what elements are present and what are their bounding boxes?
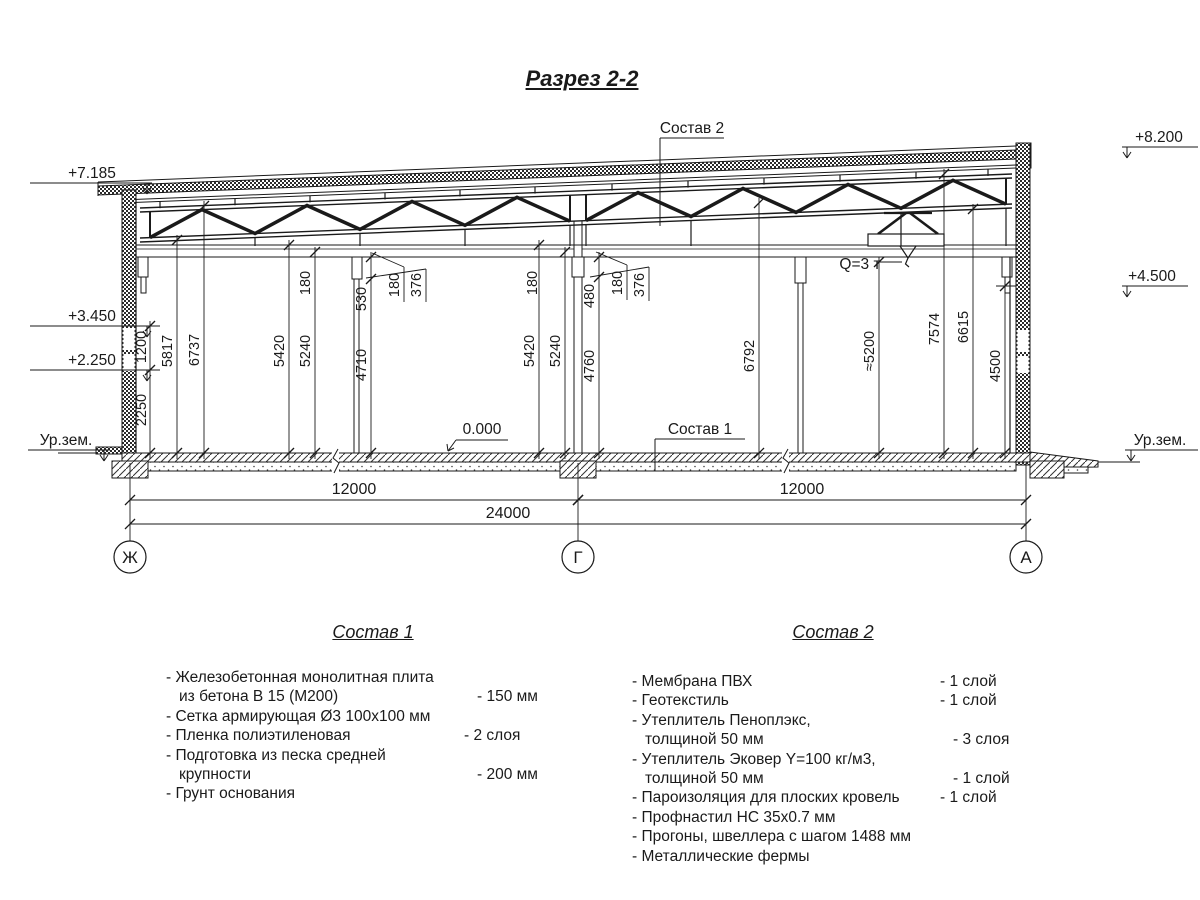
right-wall — [1016, 143, 1030, 465]
columns — [574, 221, 582, 453]
dim-2250: 2250 — [134, 393, 150, 427]
list-item-line: толщиной 50 мм - 1 слой — [645, 770, 1010, 788]
dim-5420-mid: 5420 — [522, 334, 538, 368]
list-item-line: - Железобетонная монолитная плита — [166, 669, 434, 686]
sostav2-list — [632, 672, 1022, 866]
axis-zh: Ж — [122, 548, 138, 567]
dim-376-mid: 376 — [632, 272, 648, 298]
dim-180-left: 180 — [298, 270, 314, 296]
crane-capacity-label: Q=3 т — [839, 256, 881, 273]
dim-span-left: 12000 — [331, 481, 377, 498]
dim-5240-mid: 5240 — [548, 334, 564, 368]
dim-total: 24000 — [485, 505, 531, 522]
list-item-line: - Пленка полиэтиленовая - 2 слоя — [166, 727, 521, 745]
dim-376-left: 376 — [409, 272, 425, 298]
dim-180-mid: 180 — [525, 270, 541, 296]
list-item-line: - Грунт основания — [166, 785, 295, 803]
list-item-line: - Сетка армирующая Ø3 100х100 мм — [166, 707, 431, 725]
sostav2-heading: Состав 2 — [792, 622, 874, 642]
zero-level-label: 0.000 — [462, 421, 502, 438]
callout-sostav2: Состав 2 — [659, 120, 725, 137]
list-item-line: - Утеплитель Эковер Y=100 кг/м3, — [632, 750, 876, 768]
elevation-7185: +7.185 — [68, 165, 116, 182]
dim-530: 530 — [354, 286, 370, 312]
elevation-3450: +3.450 — [68, 308, 116, 325]
dim-4710: 4710 — [354, 348, 370, 382]
elevation-4500: +4.500 — [1128, 268, 1176, 285]
dim-1200: 1200 — [134, 330, 150, 364]
list-item-line: - Пароизоляция для плоских кровель - 1 слой — [632, 789, 997, 807]
list-item-line: крупности - 200 мм — [179, 766, 538, 784]
dim-span-right: 12000 — [779, 481, 825, 498]
sostav1-list — [166, 668, 558, 804]
elevation-8200: +8.200 — [1135, 129, 1183, 146]
list-item-line: - Профнастил НС 35х0.7 мм — [632, 808, 836, 826]
sostav1-heading: Состав 1 — [332, 622, 414, 642]
roof — [98, 143, 1031, 203]
list-item-line: - Подготовка из песка средней — [166, 746, 386, 764]
dim-5240-left: 5240 — [298, 334, 314, 368]
dim-5817: 5817 — [160, 334, 176, 368]
elevation-2250: +2.250 — [68, 352, 116, 369]
list-item-line: - Мембрана ПВХ - 1 слой — [632, 673, 997, 690]
dim-180-leader-mid: 180 — [610, 270, 626, 296]
list-item-line: из бетона В 15 (М200) - 150 мм — [179, 688, 538, 706]
ground-level-left: Ур.зем. — [39, 432, 93, 449]
axis-g: Г — [573, 548, 583, 567]
callout-sostav1: Состав 1 — [667, 421, 733, 438]
list-item-line: - Утеплитель Пеноплэкс, — [632, 711, 811, 729]
dim-180-leader-left: 180 — [387, 272, 403, 298]
drawing-title: Разрез 2-2 — [525, 66, 639, 91]
list-item-line: толщиной 50 мм - 3 слоя — [645, 731, 1010, 749]
dim-6737: 6737 — [187, 333, 203, 367]
dim-4760: 4760 — [582, 349, 598, 383]
dim-480: 480 — [582, 283, 598, 309]
dim-6615: 6615 — [956, 310, 972, 344]
dim-4500: 4500 — [988, 349, 1004, 383]
dim-7574: 7574 — [927, 312, 943, 346]
dim-5420-left: 5420 — [272, 334, 288, 368]
list-item-line: - Геотекстиль - 1 слой — [632, 692, 997, 710]
list-item-line: - Прогоны, швеллера с шагом 1488 мм — [632, 828, 912, 846]
dim-5200: ≈5200 — [862, 330, 878, 372]
dim-6792: 6792 — [742, 339, 758, 373]
ground-level-right: Ур.зем. — [1133, 432, 1187, 449]
axis-a: А — [1020, 548, 1032, 567]
list-item-line: - Металлические фермы — [632, 847, 810, 865]
